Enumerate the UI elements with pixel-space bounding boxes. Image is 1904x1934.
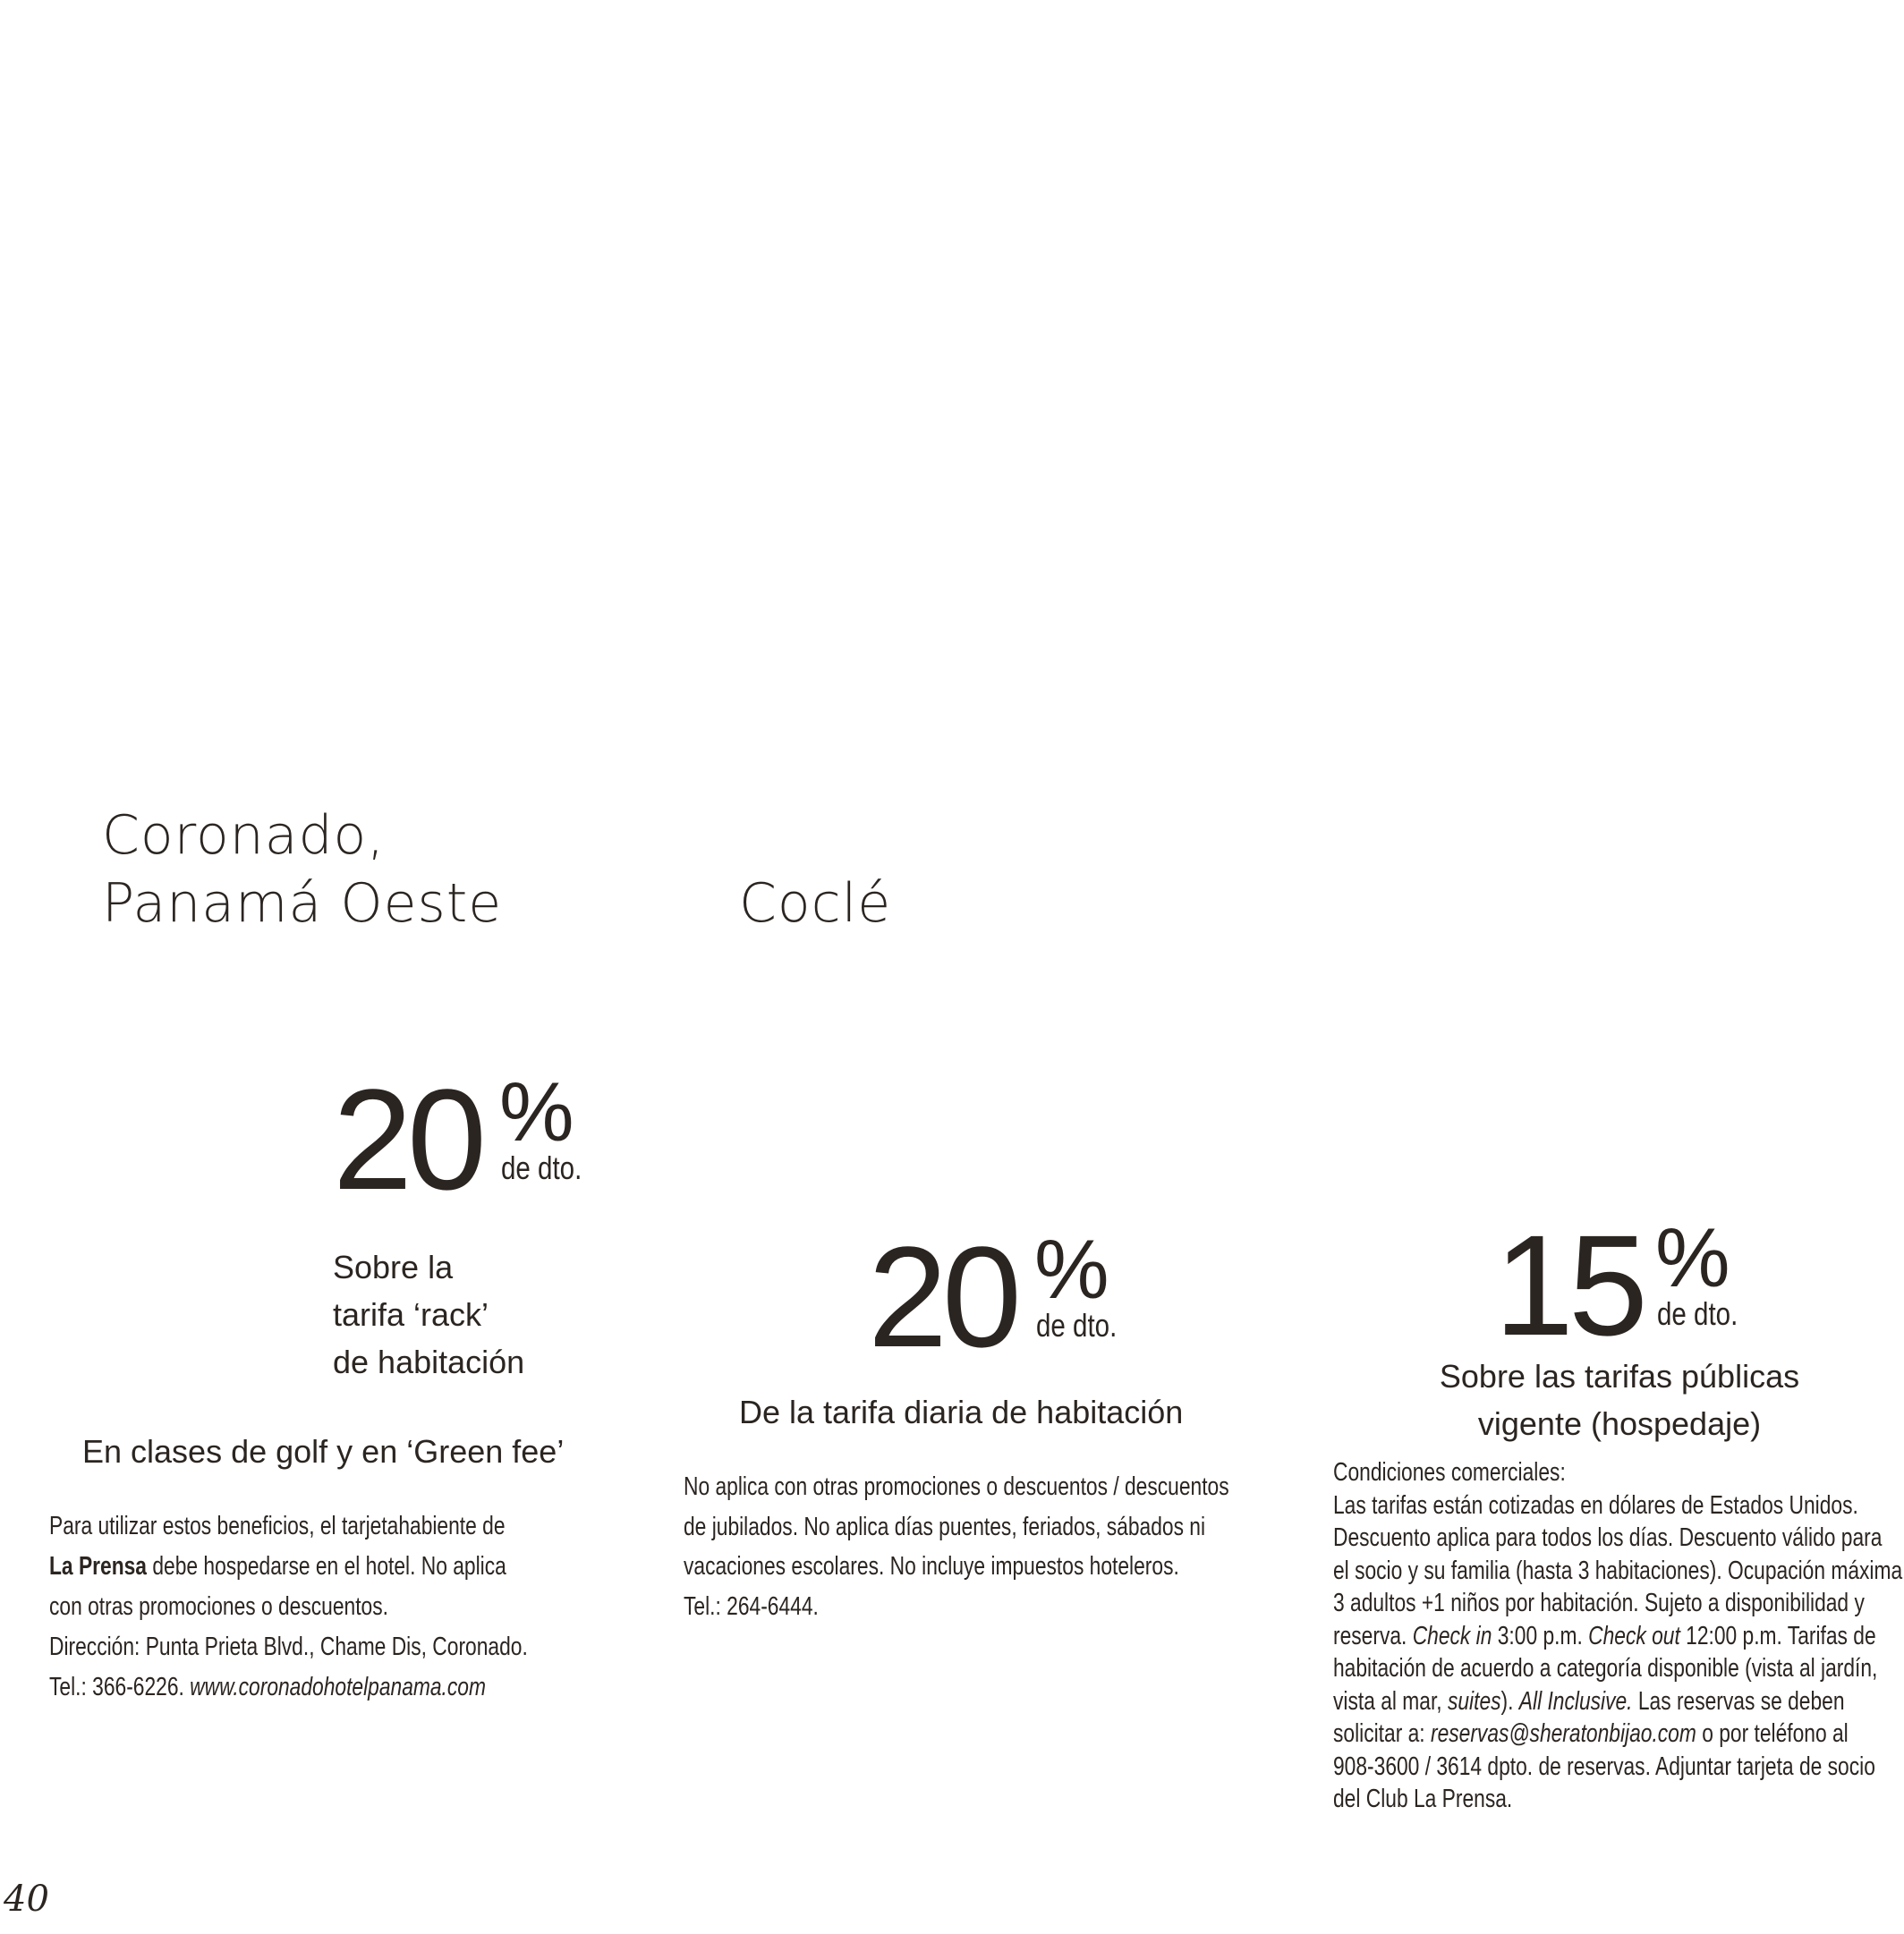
benefit-bijao [1342, 1353, 1897, 1447]
reservations-email-link[interactable]: reservas@sheratonbijao.com [1430, 1719, 1696, 1748]
terms-line: vacaciones escolares. No incluye impuestos hoteleros. [684, 1552, 1179, 1581]
terms-line: solicitar a: reservas@sheratonbijao.com o por teléfono al [1333, 1719, 1849, 1748]
benefit-cocle: De la tarifa diaria de habitación [739, 1394, 1184, 1430]
discount-badge-bijao [1494, 1205, 1763, 1366]
terms-line: Descuento aplica para todos los días. Descuento válido para [1333, 1523, 1883, 1552]
discount-badge-coronado [333, 1059, 601, 1220]
region-title-line: Panamá Oeste [102, 872, 503, 935]
discount-value: 15 [1494, 1205, 1643, 1365]
discount-value: 20 [868, 1217, 1016, 1377]
terms-coronado [49, 1506, 528, 1708]
benefit-line: Sobre la [333, 1249, 454, 1285]
secondary-benefit-coronado: En clases de golf y en ‘Green fee’ [82, 1433, 565, 1470]
brand-name: La Prensa [49, 1552, 147, 1581]
terms-line: de jubilados. No aplica días puentes, feriados, sábados ni [684, 1512, 1206, 1541]
terms-line: 3 adultos +1 niños por habitación. Sujeto a disponibilidad y [1333, 1589, 1865, 1617]
terms-line: Condiciones comerciales: [1333, 1458, 1566, 1487]
percent-sign: % [1034, 1222, 1109, 1316]
hotel-website-link[interactable]: www.coronadohotelpanama.com [190, 1673, 486, 1701]
page-number: 40 [4, 1879, 49, 1920]
terms-line: Para utilizar estos beneficios, el tarjetahabiente de [49, 1512, 506, 1540]
discount-badge-cocle [868, 1217, 1136, 1378]
region-title-line: Coronado, [102, 804, 386, 867]
terms-line: el socio y su familia (hasta 3 habitaciones). Ocupación máxima [1333, 1556, 1903, 1585]
terms-line: del Club La Prensa. [1333, 1785, 1513, 1813]
benefit-line: vigente (hospedaje) [1477, 1405, 1762, 1442]
terms-line: Tel.: 366-6226. www.coronadohotelpanama.com [49, 1673, 486, 1701]
percent-sign: % [1655, 1210, 1730, 1304]
terms-line: Dirección: Punta Prieta Blvd., Chame Dis, Coronado. [49, 1633, 528, 1661]
terms-line: habitación de acuerdo a categoría disponible (vista al jardín, [1333, 1654, 1878, 1683]
terms-cocle [684, 1467, 1229, 1626]
terms-line: Tel.: 264-6444. [684, 1591, 819, 1621]
benefit-line: Sobre las tarifas públicas [1439, 1358, 1800, 1395]
region-title-cocle: Coclé [739, 872, 892, 935]
region-title-coronado [102, 802, 502, 937]
terms-line: 908-3600 / 3614 dpto. de reservas. Adjuntar tarjeta de socio [1333, 1752, 1875, 1781]
discount-value: 20 [333, 1059, 481, 1219]
benefit-line: tarifa ‘rack’ [333, 1296, 489, 1333]
discount-label: de dto. [1036, 1307, 1118, 1344]
terms-line: con otras promociones o descuentos. [49, 1592, 388, 1621]
benefit-coronado [333, 1243, 524, 1386]
terms-line: No aplica con otras promociones o descuentos / descuentos [684, 1472, 1229, 1501]
terms-line: La Prensa debe hospedarse en el hotel. No aplica [49, 1552, 506, 1581]
discount-label: de dto. [501, 1149, 582, 1186]
terms-line: vista al mar, suites). All Inclusive. Las reservas se deben [1333, 1686, 1845, 1716]
terms-line: reserva. Check in 3:00 p.m. Check out 12:00 p.m. Tarifas de [1333, 1621, 1876, 1650]
discount-label: de dto. [1657, 1295, 1738, 1332]
benefit-line: de habitación [333, 1344, 525, 1380]
percent-sign: % [499, 1065, 574, 1158]
terms-bijao [1333, 1456, 1902, 1816]
terms-line: Las tarifas están cotizadas en dólares de Estados Unidos. [1333, 1490, 1858, 1520]
